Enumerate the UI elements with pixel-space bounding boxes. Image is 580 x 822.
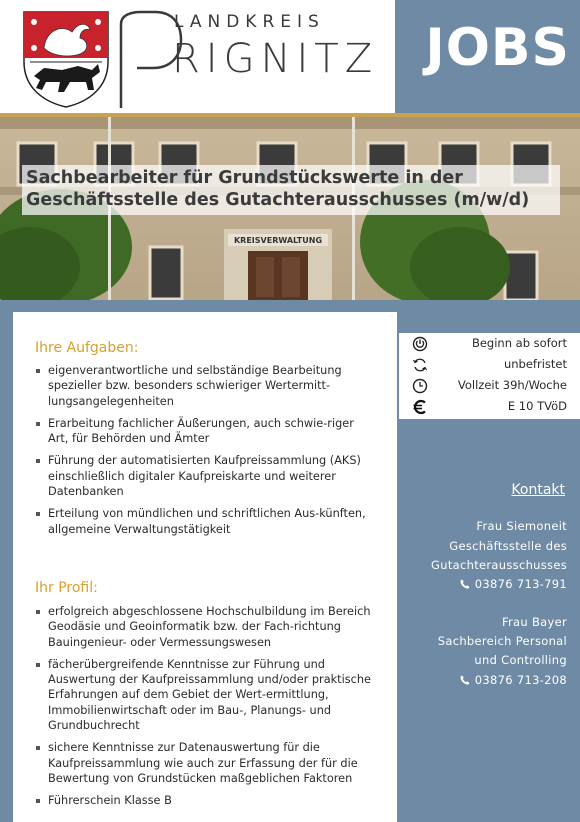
contact-2-dept-line2: und Controlling	[474, 653, 567, 667]
fact-duration	[399, 355, 580, 375]
kontakt-heading: Kontakt	[511, 482, 565, 498]
contact-1-dept-line2: Gutachterausschusses	[431, 558, 567, 572]
profil-heading: Ihr Profil:	[35, 580, 98, 596]
job-title-line1: Sachbearbeiter für Grundstückswerte in der	[26, 168, 463, 188]
brand-prignitz: RIGNITZ	[172, 36, 379, 82]
list-item: Erteilung von mündlichen und schriftlichen Aus-künften, allgemeine Verwaltungstätigkeit	[35, 506, 375, 537]
list-item: erfolgreich abgeschlossene Hochschulbildung im Bereich Geodäsie und Geoinformatik bzw. der Fach-richtung Bauingenieur- oder Vermessungswesen	[35, 604, 375, 650]
power-icon	[412, 336, 428, 352]
phone-icon	[460, 579, 470, 589]
jobs-panel	[395, 0, 580, 113]
list-item: fächerübergreifende Kenntnisse zur Führung und Auswertung der Kaufpreissammlung und/oder praktische Erfahrungen auf dem Gebiet der Wert-ermittlung, Immobilienwirtschaft oder im Bau-, Planungs- und Grundbuchrecht	[35, 657, 375, 733]
list-item: Führung der automatisierten Kaufpreissammlung (AKS) einschließlich digitaler Kaufpreiskarte und weiterer Datenbanken	[35, 453, 375, 499]
contact-1-name: Frau Siemoneit	[476, 519, 567, 533]
fact-salary-value: E 10 TVöD	[507, 399, 567, 413]
fact-hours	[399, 376, 580, 396]
job-title	[26, 167, 566, 211]
fact-start	[399, 334, 580, 354]
coat-of-arms-logo	[22, 10, 110, 108]
clock-icon	[412, 378, 428, 394]
contact-1-phone[interactable]	[460, 577, 567, 591]
contact-1-phone-number: 03876 713-791	[474, 577, 567, 591]
contact-2-phone[interactable]	[460, 673, 567, 687]
phone-icon	[460, 675, 470, 685]
fact-start-value: Beginn ab sofort	[471, 336, 567, 350]
fact-hours-value: Vollzeit 39h/Woche	[457, 378, 567, 392]
contact-2-name: Frau Bayer	[501, 615, 567, 629]
brand-landkreis: LANDKREIS	[174, 12, 325, 32]
list-item: sichere Kenntnisse zur Datenauswertung für die Kaufpreissammlung wie auch zur Erfassung der für die Bewertung von Grundstücken maßgeblichen Faktoren	[35, 740, 375, 786]
list-item: Erarbeitung fachlicher Äußerungen, auch schwie-riger Art, für Behörden und Ämter	[35, 416, 375, 447]
euro-icon	[412, 399, 428, 415]
fact-salary	[399, 397, 580, 417]
job-title-line2: Geschäftsstelle des Gutachterausschusses (m/w/d)	[26, 190, 530, 210]
contact-1-dept-line1: Geschäftsstelle des	[449, 539, 567, 553]
list-item: Führerschein Klasse B	[35, 793, 375, 808]
profil-list	[35, 604, 375, 816]
contact-2-dept-line1: Sachbereich Personal	[437, 634, 567, 648]
kreisverwaltung-sign: KREISVERWALTUNG	[233, 236, 323, 245]
list-item: eigenverantwortliche und selbständige Bearbeitung spezieller bzw. besonders schwieriger Wertermitt-lungsangelegenheiten	[35, 363, 375, 409]
fact-duration-value: unbefristet	[503, 357, 567, 371]
contact-2-phone-number: 03876 713-208	[474, 673, 567, 687]
jobs-heading: JOBS	[425, 18, 570, 78]
aufgaben-heading: Ihre Aufgaben:	[35, 340, 139, 356]
job-facts	[399, 333, 580, 419]
aufgaben-list	[35, 363, 375, 544]
refresh-icon	[412, 357, 428, 373]
